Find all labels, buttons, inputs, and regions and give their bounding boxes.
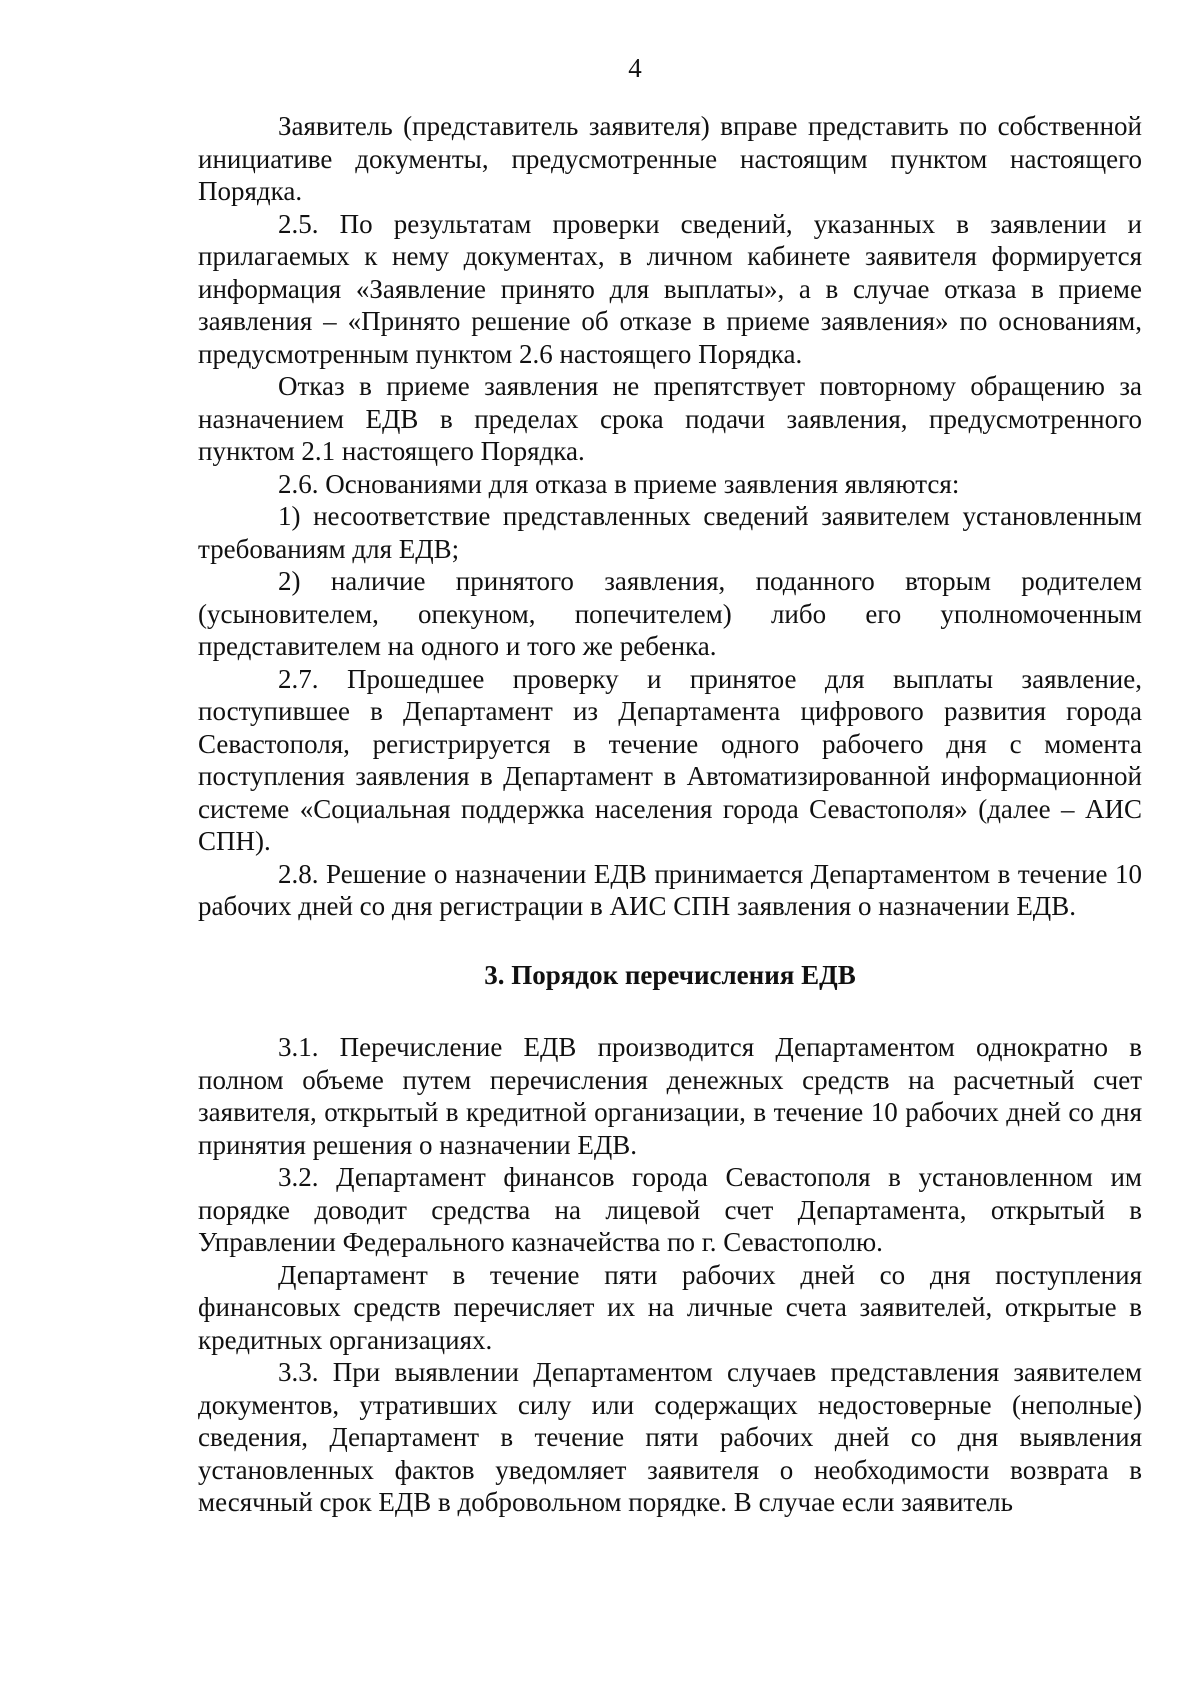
paragraph-2-7: 2.7. Прошедшее проверку и принятое для выплаты заявление, поступившее в Департамент из Департамента цифрового развития города Севастополя, регистрируется в течение одного рабочего дня с момента поступления заявления в Департамент в Автоматизированной информационной системе «Социальная поддержка населения города Севастополя» (далее – АИС СПН).	[198, 663, 1142, 856]
paragraph-2-6-item-2: 2) наличие принятого заявления, поданного вторым родителем (усыновителем, опекуном, попечителем) либо его уполномоченным представителем на одного и того же ребенка.	[198, 566, 1142, 661]
paragraph-2-6-item-1: 1) несоответствие представленных сведений заявителем установленным требованиям для ЕДВ;	[198, 501, 1142, 564]
page-number: 4	[628, 53, 642, 83]
document-body	[198, 110, 1142, 1519]
paragraph-3-3: 3.3. При выявлении Департаментом случаев представления заявителем документов, утративших силу или содержащих недостоверные (неполные) сведения, Департамент в течение пяти рабочих дней со дня выявления установленных фактов уведомляет заявителя о необходимости возврата в месячный срок ЕДВ в добровольном порядке. В случае если заявитель	[198, 1357, 1142, 1517]
paragraph-refusal-no-obstacle: Отказ в приеме заявления не препятствует повторному обращению за назначением ЕДВ в пределах срока подачи заявления, предусмотренного пунктом 2.1 настоящего Порядка.	[198, 371, 1142, 466]
paragraph-3-2: 3.2. Департамент финансов города Севастополя в установленном им порядке доводит средства на лицевой счет Департамента, открытый в Управлении Федерального казначейства по г. Севастополю.	[198, 1162, 1142, 1257]
paragraph-2-5: 2.5. По результатам проверки сведений, указанных в заявлении и прилагаемых к нему документах, в личном кабинете заявителя формируется информация «Заявление принято для выплаты», а в случае отказа в приеме заявления – «Принято решение об отказе в приеме заявления» по основаниям, предусмотренным пунктом 2.6 настоящего Порядка.	[198, 208, 1142, 369]
paragraph-2-8: 2.8. Решение о назначении ЕДВ принимается Департаментом в течение 10 рабочих дней со дня регистрации в АИС СПН заявления о назначении ЕДВ.	[198, 858, 1142, 921]
paragraph-3-2-transfer: Департамент в течение пяти рабочих дней со дня поступления финансовых средств перечисляет их на личные счета заявителей, открытые в кредитных организациях.	[198, 1259, 1142, 1355]
section-heading: 3. Порядок перечисления ЕДВ	[484, 959, 856, 990]
paragraph-3-1: 3.1. Перечисление ЕДВ производится Департаментом однократно в полном объеме путем перечисления денежных средств на расчетный счет заявителя, открытый в кредитной организации, в течение 10 рабочих дней со дня принятия решения о назначении ЕДВ.	[198, 1032, 1142, 1160]
paragraph-applicant-documents: Заявитель (представитель заявителя) вправе представить по собственной инициативе документы, предусмотренные настоящим пунктом настоящего Порядка.	[198, 111, 1142, 206]
paragraph-2-6: 2.6. Основаниями для отказа в приеме заявления являются:	[278, 468, 960, 499]
